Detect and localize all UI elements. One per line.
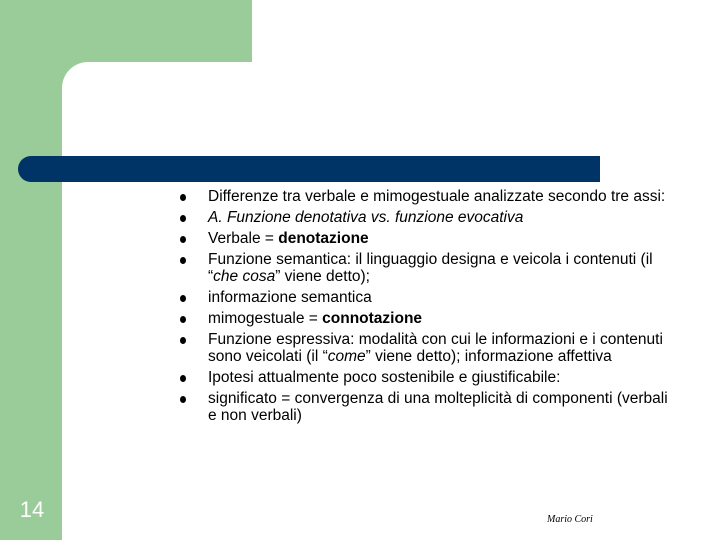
bullet-text: come xyxy=(327,348,366,365)
bullet-marker-icon xyxy=(180,295,186,302)
bullet-text: Funzione semantica: il linguaggio designa e veicola i contenuti (il “ xyxy=(208,251,653,285)
bullet-item xyxy=(180,188,680,205)
bullet-text: ” viene detto); informazione affettiva xyxy=(365,348,612,365)
bullet-marker-icon xyxy=(180,316,186,323)
bullet-item xyxy=(180,310,680,327)
bullet-item xyxy=(180,390,680,424)
bullet-marker-icon xyxy=(180,396,186,403)
bullet-item xyxy=(180,289,680,306)
bullet-marker-icon xyxy=(180,257,186,264)
bullet-text: significato = convergenza di una molteplicità di componenti (verbali e non verbali) xyxy=(208,390,668,424)
bullet-text: Differenze tra verbale e mimogestuale analizzate secondo tre assi: xyxy=(208,188,666,205)
bullet-text: Ipotesi attualmente poco sostenibile e giustificabile: xyxy=(208,369,561,386)
bullet-text: informazione semantica xyxy=(208,289,372,306)
bullet-text: Verbale = xyxy=(208,230,279,247)
bullet-text: denotazione xyxy=(278,230,369,247)
bullet-text: ” viene detto); xyxy=(275,268,370,285)
bullet-marker-icon xyxy=(180,337,186,344)
bullet-marker-icon xyxy=(180,215,186,222)
bullet-marker-icon xyxy=(180,194,186,201)
bullet-item xyxy=(180,331,680,365)
bullet-item xyxy=(180,209,680,226)
bullet-text: connotazione xyxy=(322,310,423,327)
bullet-marker-icon xyxy=(180,375,186,382)
author-signature: Mario Cori xyxy=(547,514,593,525)
bullet-text: Funzione espressiva: modalità con cui le informazioni e i contenuti sono veicolati (il “ xyxy=(208,331,663,365)
decor-green-left xyxy=(0,0,62,540)
bullet-text: A. Funzione denotativa vs. funzione evocativa xyxy=(208,209,524,226)
bullet-text: mimogestuale = xyxy=(208,310,323,327)
bullet-item xyxy=(180,230,680,247)
bullet-item xyxy=(180,251,680,285)
bullet-item xyxy=(180,369,680,386)
bullet-list xyxy=(180,188,680,428)
title-bar xyxy=(18,156,600,182)
slide-number: 14 xyxy=(19,497,45,522)
bullet-marker-icon xyxy=(180,236,186,243)
bullet-text: che cosa xyxy=(213,268,276,285)
